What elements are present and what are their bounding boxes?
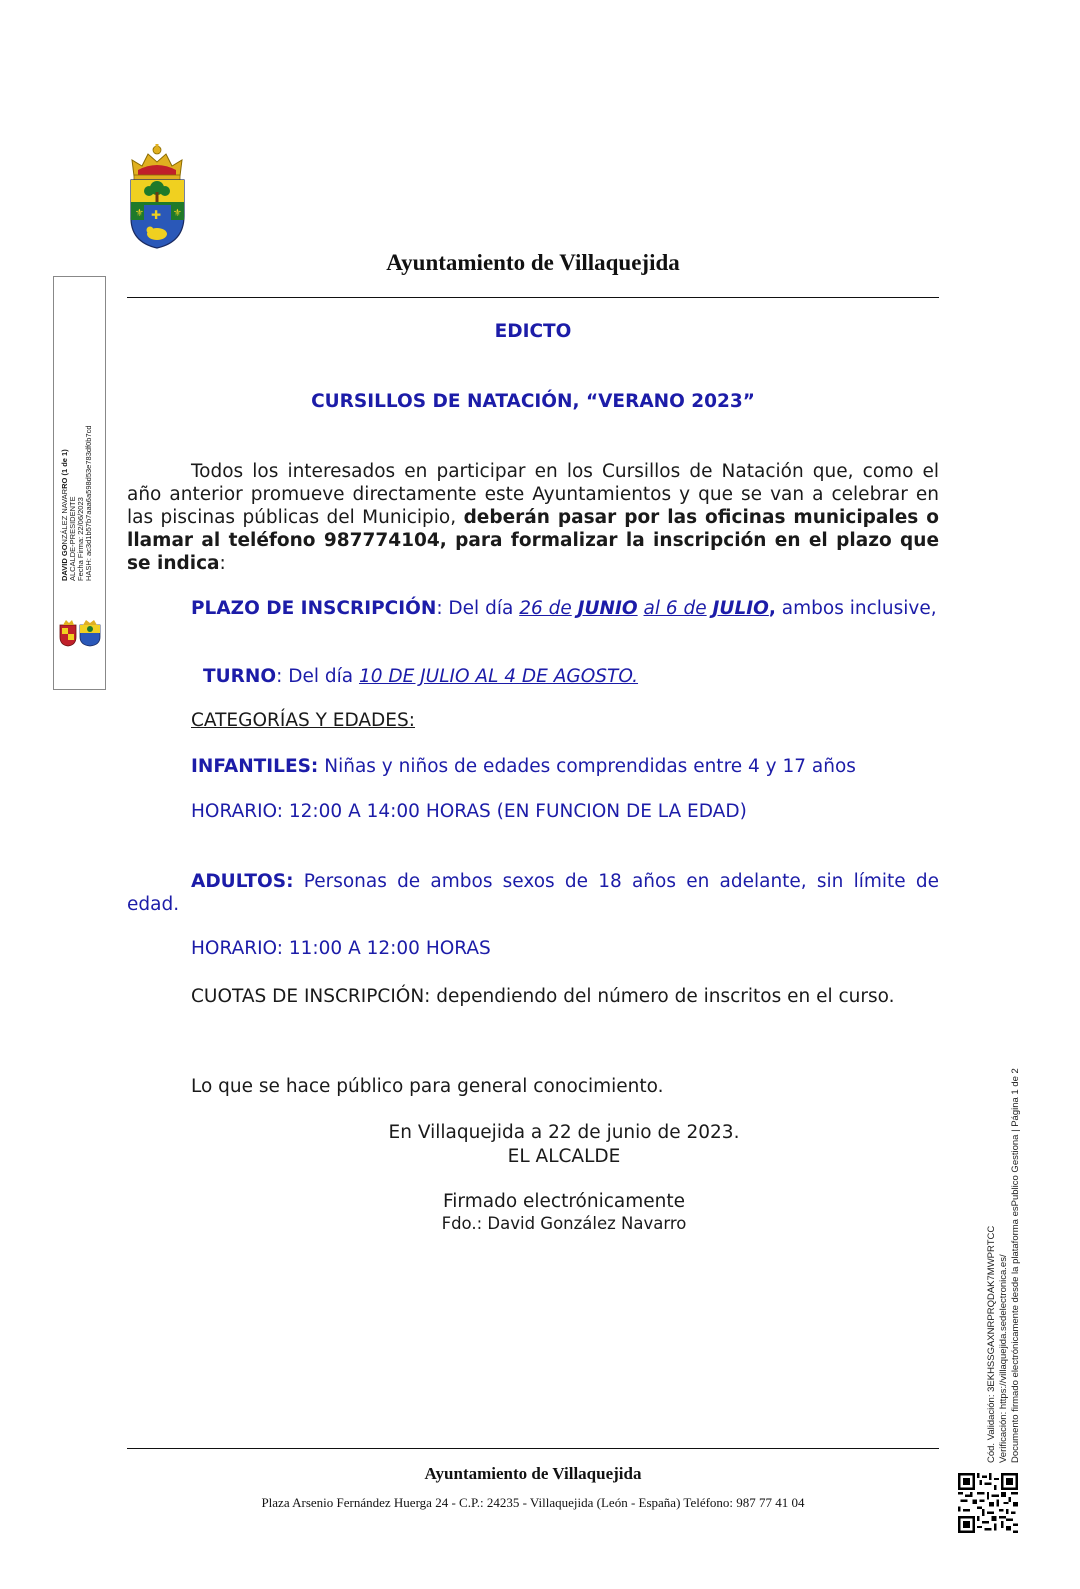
cuotas-paragraph: CUOTAS DE INSCRIPCIÓN: dependiendo del número de inscritos en el curso. [191,986,895,1007]
infantiles-label: INFANTILES: [191,756,319,777]
edict-subject: CURSILLOS DE NATACIÓN, “VERANO 2023” [311,391,755,412]
edict-label: EDICTO [494,321,572,342]
intro-bold-text: deberán pasar por las oficinas municipales o llamar al teléfono 987774104, para formalizar la inscripción en el plazo que se indica [127,507,939,574]
plazo-day-1: 26 de [519,598,572,619]
header-rule [127,297,939,298]
turno-label: TURNO [203,666,277,687]
adultos-paragraph [127,870,939,916]
small-coat-of-arms-icon [58,619,102,647]
adultos-label: ADULTOS: [191,871,294,892]
horario-infantiles: HORARIO: 12:00 A 14:00 HORAS (EN FUNCION DE LA EDAD) [191,801,747,822]
infantiles-text: Niñas y niños de edades comprendidas entre 4 y 17 años [324,756,856,777]
verification-url: Verificación: https://villaquejida.sedelectronica.es/ [998,1254,1009,1463]
coat-of-arms-logo [126,142,189,250]
plazo-rest: ambos inclusive, [781,598,937,619]
plazo-day-2: al 6 de [643,598,707,619]
plazo-sep: : Del día [436,598,514,619]
platform-note: Documento firmado electrónicamente desde la plataforma esPublico Gestiona | Página 1 de 2 [1010,1068,1021,1463]
intro-text: Todos los interesados en participar en los Cursillos de Natación que, como el año anterior promueve directamente este Ayuntamientos y que se van a celebrar en las piscinas públicas del Municipio, [127,461,939,528]
signature-stamp [53,276,106,690]
adultos-text: Personas de ambos sexos de 18 años en adelante, sin límite de edad. [127,871,940,915]
plazo-comma: , [768,598,776,619]
signature-signed: Firmado electrónicamente [443,1191,685,1212]
intro-end: : [219,553,226,574]
footer-rule [127,1448,939,1449]
validation-code: Cód. Validación: 3EKHSSGAXNRPRQDAK7MWPRTCC [986,1225,997,1463]
signature-fdo: Fdo.: David González Navarro [441,1214,687,1233]
categorias-heading: CATEGORÍAS Y EDADES: [191,710,415,731]
header-institution: Ayuntamiento de Villaquejida [386,250,680,275]
signature-role: EL ALCALDE [507,1146,621,1167]
stamp-line-2: ALCALDE-PRESIDENTE [68,496,77,581]
qr-code-icon [958,1473,1018,1533]
stamp-line-3: Fecha Firma: 22/06/2023 [76,497,85,581]
stamp-line-1: DAVID GONZÁLEZ NAVARRO (1 de 1) [60,449,69,581]
infantiles-line [191,756,856,777]
publico-line: Lo que se hace público para general conocimiento. [191,1076,664,1097]
stamp-line-4: HASH: ac3d1b57b7aaa6a598d53e783df0b7cd [84,425,93,581]
footer-institution: Ayuntamiento de Villaquejida [424,1464,642,1483]
svg-text:⚜: ⚜ [173,208,182,219]
signature-place-date: En Villaquejida a 22 de junio de 2023. [388,1122,740,1143]
svg-text:⚜: ⚜ [135,208,144,219]
turno-line [203,666,638,687]
horario-adultos: HORARIO: 11:00 A 12:00 HORAS [191,938,491,959]
plazo-paragraph [127,597,939,620]
svg-text:✚: ✚ [151,208,162,222]
plazo-month-2: JULIO [712,598,769,619]
plazo-label: PLAZO DE INSCRIPCIÓN [191,598,437,619]
footer-address: Plaza Arsenio Fernández Huerga 24 - C.P.: 24235 - Villaquejida (León - España) Teléfono: 987 77 41 04 [261,1495,805,1510]
plazo-month-1: JUNIO [577,598,638,619]
turno-dates: 10 DE JULIO AL 4 DE AGOSTO. [358,666,639,687]
turno-sep: : Del día [276,666,354,687]
intro-paragraph [127,460,939,575]
